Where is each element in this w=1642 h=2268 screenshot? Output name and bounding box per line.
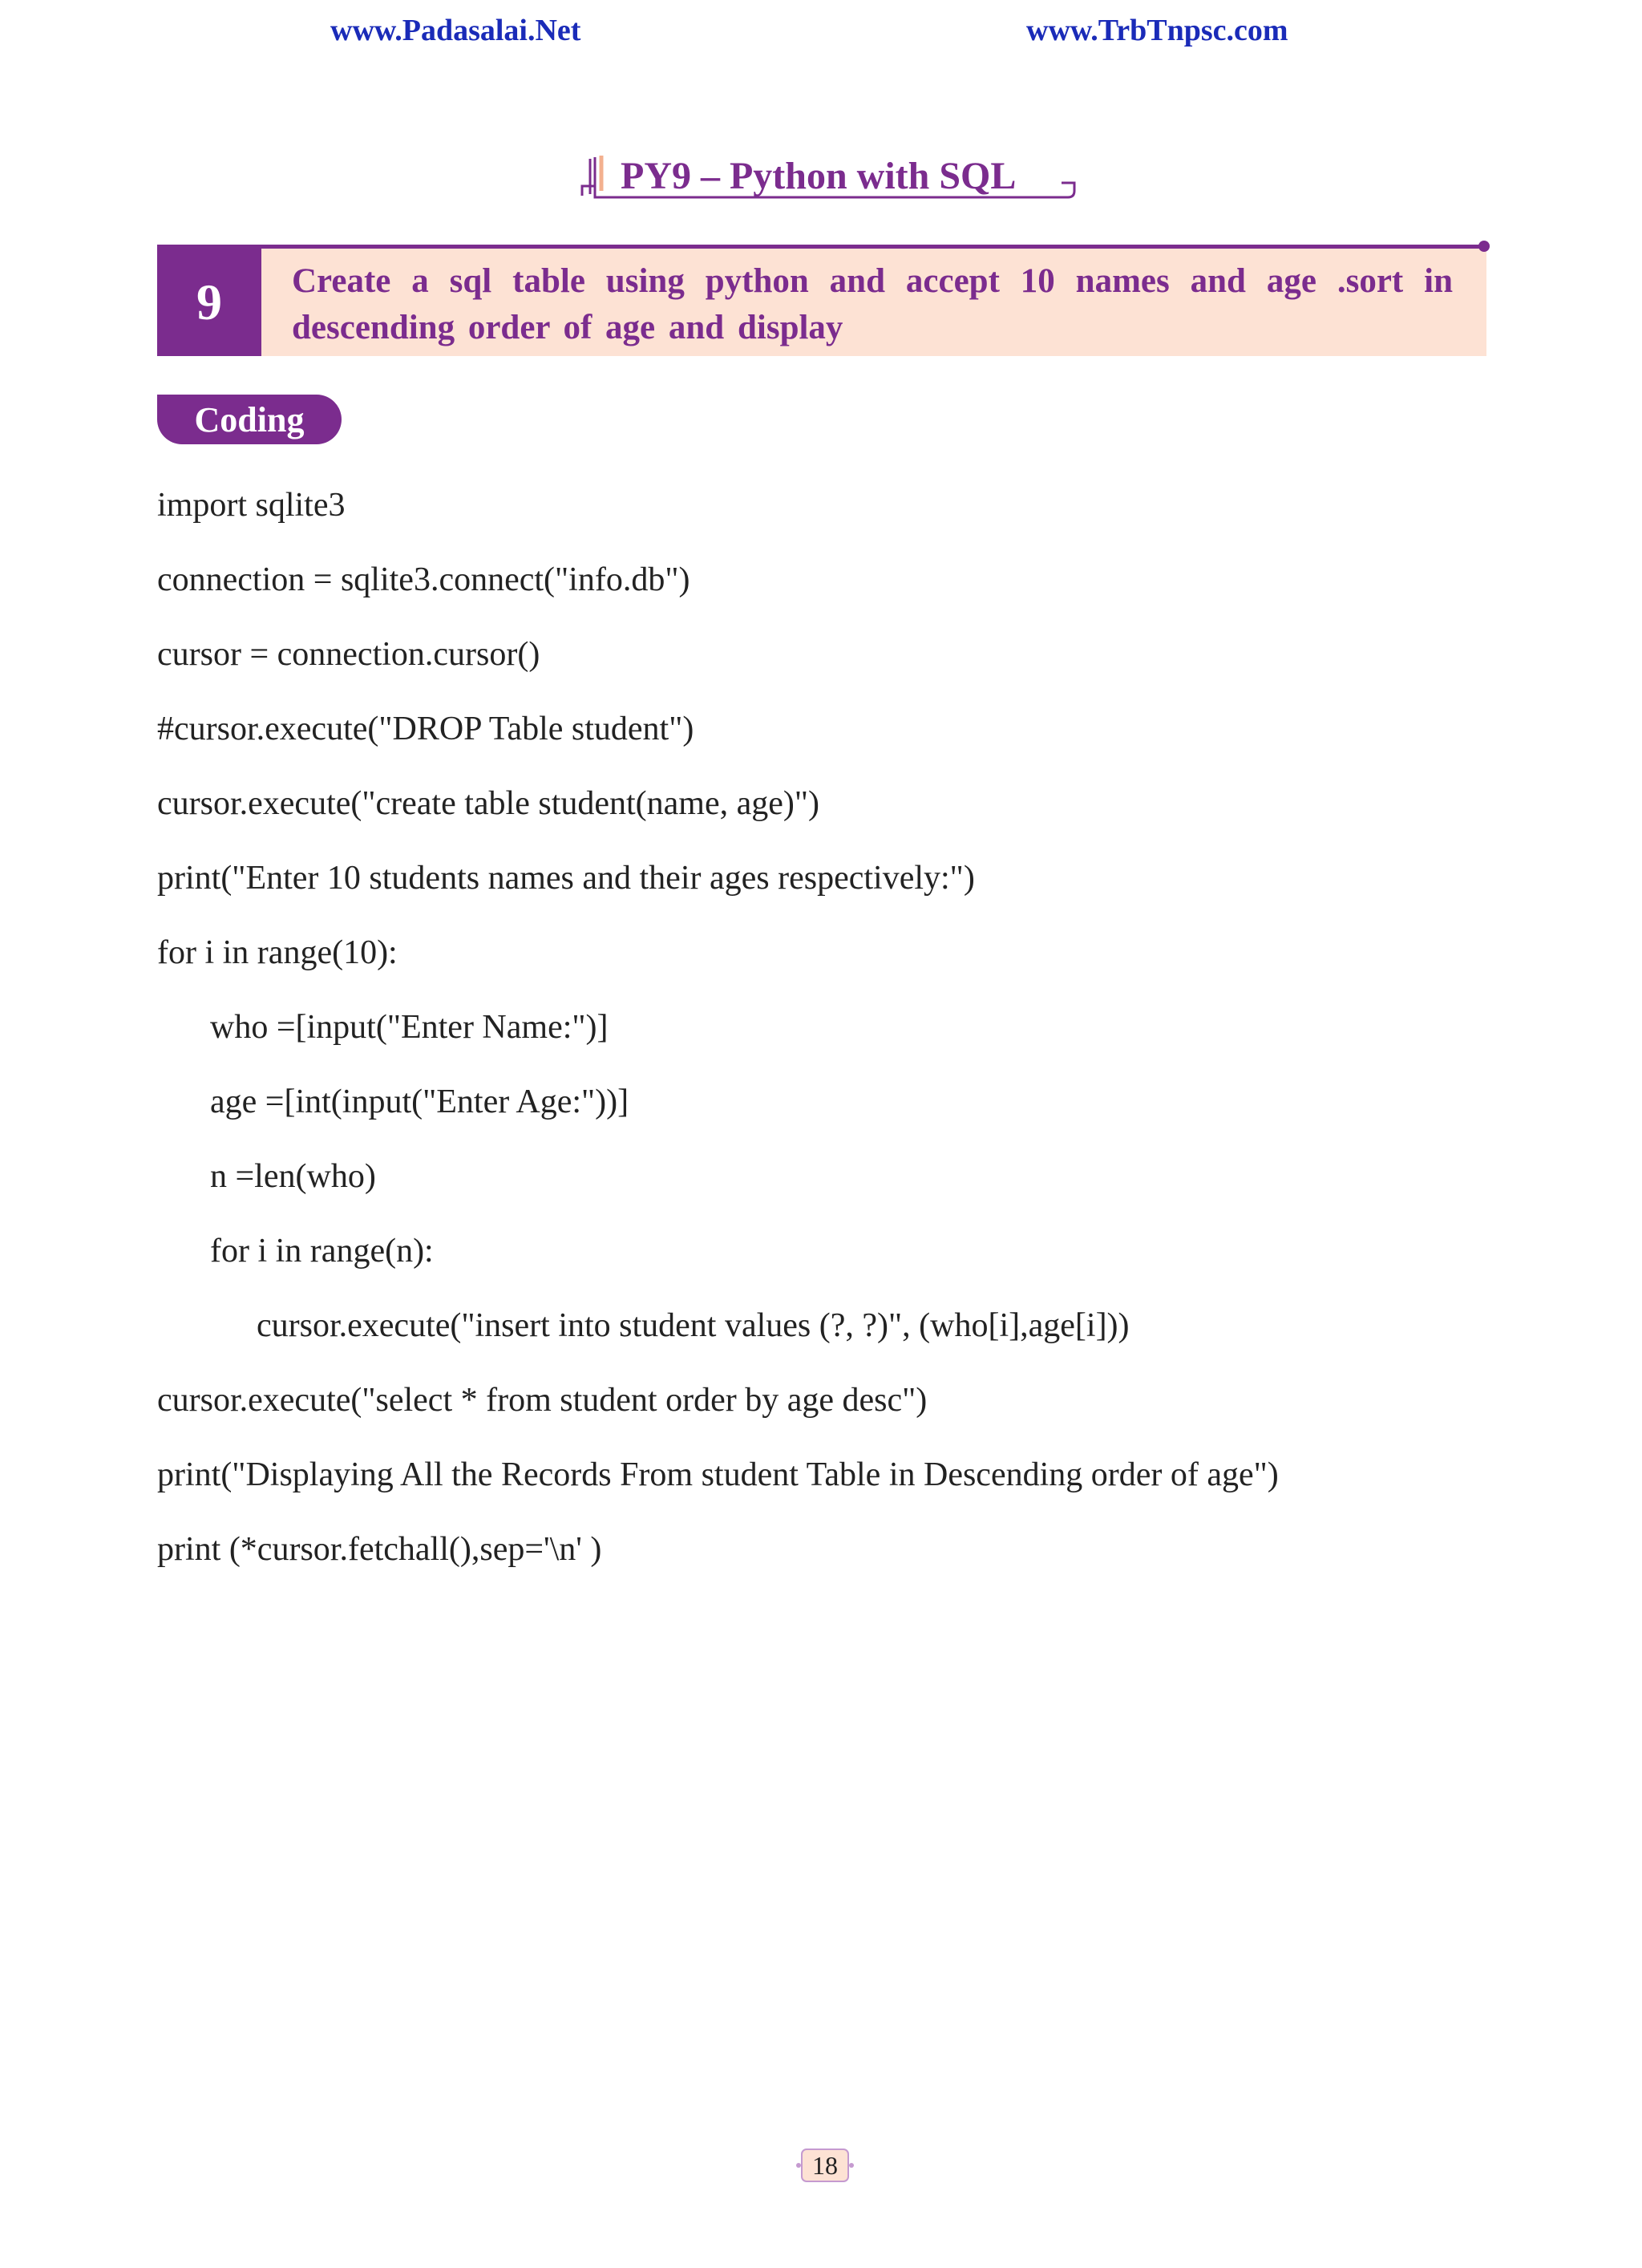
code-line: cursor = connection.cursor(): [157, 636, 540, 673]
page-number-box: [795, 2146, 855, 2185]
section-title-box: [571, 149, 1076, 207]
question-divider-dot: [1478, 241, 1490, 252]
code-line: import sqlite3: [157, 487, 346, 524]
header-site-left: www.Padasalai.Net: [330, 14, 581, 47]
coding-label: Coding: [157, 395, 342, 444]
section-title: PY9 – Python with SQL: [621, 155, 1017, 197]
code-line: cursor.execute("create table student(name, age)"): [157, 785, 820, 822]
header-site-right: www.TrbTnpsc.com: [1026, 14, 1288, 47]
code-line: print("Displaying All the Records From student Table in Descending order of age"): [157, 1456, 1279, 1493]
code-line: print (*cursor.fetchall(),sep='\n' ): [157, 1531, 602, 1568]
code-line: #cursor.execute("DROP Table student"): [157, 711, 694, 747]
code-line: for i in range(10):: [157, 934, 398, 971]
page-number: 18: [812, 2151, 838, 2180]
question-number: 9: [157, 249, 261, 356]
code-line: cursor.execute("insert into student values (?, ?)", (who[i],age[i])): [257, 1307, 1130, 1344]
code-line: age =[int(input("Enter Age:"))]: [210, 1083, 629, 1120]
code-line: who =[input("Enter Name:")]: [210, 1009, 609, 1046]
question-text: Create a sql table using python and accept 10 names and age .sort in descending order of age and display: [292, 262, 1453, 346]
code-line: connection = sqlite3.connect("info.db"): [157, 561, 690, 598]
code-line: print("Enter 10 students names and their ages respectively:"): [157, 860, 975, 897]
question-divider: [157, 245, 1482, 249]
code-line: cursor.execute("select * from student order by age desc"): [157, 1382, 928, 1419]
code-line: for i in range(n):: [210, 1233, 434, 1270]
code-line: n =len(who): [210, 1158, 376, 1195]
